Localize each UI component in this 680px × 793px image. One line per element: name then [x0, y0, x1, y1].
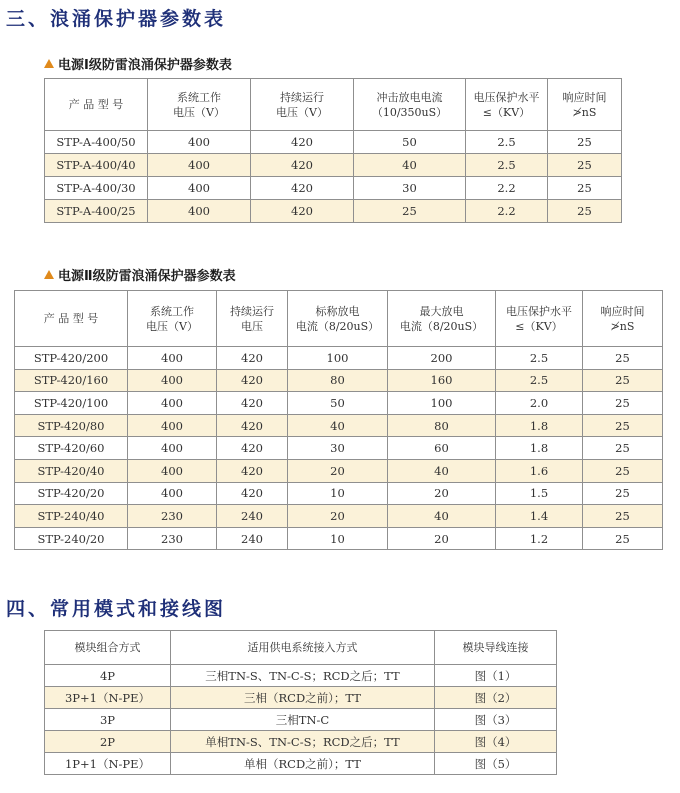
table-cell: 25	[583, 392, 663, 415]
table-1-caption	[44, 54, 232, 73]
table-row	[45, 665, 557, 687]
table-cell: 30	[288, 437, 388, 460]
column-header	[388, 291, 496, 347]
table-cell: 20	[288, 459, 388, 482]
table-cell: 1.2	[496, 527, 583, 550]
table-cell: 1.6	[496, 459, 583, 482]
table-cell: 25	[583, 459, 663, 482]
table-cell: STP-420/40	[15, 459, 128, 482]
table-row	[45, 131, 622, 154]
table-cell: 25	[583, 347, 663, 370]
table-row	[15, 347, 663, 370]
header-line: 电压保护水平	[473, 90, 540, 104]
table-cell: STP-A-400/25	[45, 200, 148, 223]
header-line: 电压（V）	[146, 319, 198, 333]
table-cell: 图（2）	[435, 687, 557, 709]
table-cell: 三相TN-C	[171, 709, 435, 731]
column-header	[288, 291, 388, 347]
header-line: 电压（V）	[173, 105, 225, 119]
column-header	[171, 631, 435, 665]
table-cell: 2.2	[466, 177, 548, 200]
table-cell: 1.8	[496, 437, 583, 460]
table-row	[45, 200, 622, 223]
table-cell: 1.4	[496, 505, 583, 528]
table-cell: 40	[388, 459, 496, 482]
column-header	[217, 291, 288, 347]
column-header	[466, 79, 548, 131]
table-2-caption	[44, 265, 236, 284]
table-cell: 400	[128, 459, 217, 482]
column-header	[148, 79, 251, 131]
table-cell: 单相（RCD之前）；TT	[171, 753, 435, 775]
table-cell: STP-420/80	[15, 414, 128, 437]
column-header	[251, 79, 354, 131]
table-cell: 200	[388, 347, 496, 370]
table-cell: 25	[548, 200, 622, 223]
table-cell: 420	[251, 131, 354, 154]
column-header	[496, 291, 583, 347]
header-line: 模块导线连接	[462, 641, 529, 654]
table-cell: 420	[251, 154, 354, 177]
table-cell: STP-240/40	[15, 505, 128, 528]
table-cell: STP-A-400/30	[45, 177, 148, 200]
header-line: 系统工作	[150, 304, 194, 318]
header-line: ≤（KV）	[482, 105, 531, 119]
column-header	[128, 291, 217, 347]
table-cell: 230	[128, 527, 217, 550]
table-row	[15, 392, 663, 415]
table-row	[45, 177, 622, 200]
table-cell: 400	[128, 414, 217, 437]
table-cell: 420	[217, 369, 288, 392]
table-cell: STP-240/20	[15, 527, 128, 550]
table-cell: STP-420/100	[15, 392, 128, 415]
table-cell: 三相TN-S、TN-C-S；RCD之后；TT	[171, 665, 435, 687]
header-line: 电压保护水平	[506, 304, 572, 318]
table-cell: 2.5	[496, 369, 583, 392]
table-cell: 10	[288, 482, 388, 505]
table-cell: STP-A-400/40	[45, 154, 148, 177]
table-cell: 30	[354, 177, 466, 200]
header-line: 系统工作	[177, 90, 221, 104]
table-cell: 1P+1（N-PE）	[45, 753, 171, 775]
table-cell: 400	[148, 154, 251, 177]
table-cell: 40	[288, 414, 388, 437]
table-cell: 60	[388, 437, 496, 460]
header-line: （10/350uS）	[371, 105, 448, 119]
table-cell: 4P	[45, 665, 171, 687]
table-cell: 420	[217, 414, 288, 437]
header-line: ≤（KV）	[515, 319, 563, 333]
section-3-title: 三、浪涌保护器参数表	[6, 8, 227, 30]
table-cell: 400	[128, 392, 217, 415]
table-row	[15, 527, 663, 550]
table-cell: 400	[148, 131, 251, 154]
table-cell: 420	[251, 177, 354, 200]
header-line: 冲击放电电流	[376, 90, 443, 104]
table-cell: 400	[128, 437, 217, 460]
table-row	[45, 687, 557, 709]
table-cell: 20	[388, 527, 496, 550]
table-cell: STP-420/200	[15, 347, 128, 370]
column-header	[45, 631, 171, 665]
table-cell: 400	[128, 482, 217, 505]
table-cell: 240	[217, 527, 288, 550]
column-header	[435, 631, 557, 665]
table-cell: 420	[217, 482, 288, 505]
table-cell: 160	[388, 369, 496, 392]
table-cell: 25	[583, 369, 663, 392]
table-cell: 2.2	[466, 200, 548, 223]
column-header	[583, 291, 663, 347]
header-line: 持续运行	[230, 304, 274, 318]
header-line: ≯nS	[572, 105, 597, 119]
header-line: 响应时间	[600, 304, 645, 318]
table-cell: 100	[388, 392, 496, 415]
table-cell: 240	[217, 505, 288, 528]
table-cell: 2.0	[496, 392, 583, 415]
header-line: 模块组合方式	[74, 641, 141, 654]
header-line: ≯nS	[610, 319, 635, 333]
wiring-mode-table	[44, 630, 557, 775]
table-cell: 25	[583, 527, 663, 550]
table-cell: 420	[217, 459, 288, 482]
triangle-icon	[44, 59, 54, 68]
table-cell: 420	[251, 200, 354, 223]
column-header	[354, 79, 466, 131]
table-cell: 80	[288, 369, 388, 392]
table-cell: 25	[583, 437, 663, 460]
table-cell: 80	[388, 414, 496, 437]
table-cell: 25	[583, 505, 663, 528]
column-header	[548, 79, 622, 131]
header-line: 电流（8/20uS）	[399, 319, 484, 333]
table-cell: 25	[583, 482, 663, 505]
table-cell: 25	[548, 177, 622, 200]
table-cell: 400	[148, 200, 251, 223]
table-cell: 3P+1（N-PE）	[45, 687, 171, 709]
table-cell: 20	[288, 505, 388, 528]
table-cell: 图（5）	[435, 753, 557, 775]
table-row	[15, 459, 663, 482]
table-row	[45, 753, 557, 775]
table-2-caption-text: 电源Ⅱ级防雷浪涌保护器参数表	[58, 269, 236, 284]
header-line: 电压	[241, 319, 263, 333]
table-cell: 三相（RCD之前）；TT	[171, 687, 435, 709]
header-line: 适用供电系统接入方式	[247, 641, 358, 654]
header-line: 电压（V）	[276, 105, 328, 119]
table-cell: 420	[217, 347, 288, 370]
table-cell: 50	[288, 392, 388, 415]
column-header	[45, 79, 148, 131]
table-row	[15, 369, 663, 392]
table-cell: 2.5	[466, 131, 548, 154]
table-cell: 2P	[45, 731, 171, 753]
table-cell: 40	[354, 154, 466, 177]
table-cell: 1.8	[496, 414, 583, 437]
table-row	[45, 709, 557, 731]
table-cell: 25	[583, 414, 663, 437]
table-1-caption-text: 电源Ⅰ级防雷浪涌保护器参数表	[58, 58, 232, 73]
table-row	[45, 731, 557, 753]
surge-protector-table-1	[44, 78, 622, 223]
header-line: 最大放电	[419, 304, 464, 318]
table-cell: 2.5	[466, 154, 548, 177]
surge-protector-table-2	[14, 290, 663, 550]
table-cell: STP-420/20	[15, 482, 128, 505]
table-cell: 图（3）	[435, 709, 557, 731]
table-row	[15, 437, 663, 460]
table-cell: STP-420/60	[15, 437, 128, 460]
table-cell: 50	[354, 131, 466, 154]
table-row	[15, 482, 663, 505]
table-cell: 图（1）	[435, 665, 557, 687]
table-cell: 10	[288, 527, 388, 550]
header-line: 电流（8/20uS）	[295, 319, 380, 333]
table-cell: 单相TN-S、TN-C-S；RCD之后；TT	[171, 731, 435, 753]
section-4-title: 四、常用模式和接线图	[6, 598, 227, 620]
table-cell: 400	[128, 369, 217, 392]
table-row	[15, 505, 663, 528]
table-cell: 230	[128, 505, 217, 528]
table-cell: 25	[354, 200, 466, 223]
table-cell: 1.5	[496, 482, 583, 505]
table-cell: 400	[128, 347, 217, 370]
table-cell: 25	[548, 154, 622, 177]
table-row	[15, 414, 663, 437]
table-cell: 400	[148, 177, 251, 200]
table-cell: 20	[388, 482, 496, 505]
table-cell: STP-420/160	[15, 369, 128, 392]
header-line: 持续运行	[280, 90, 324, 104]
table-cell: 420	[217, 392, 288, 415]
triangle-icon	[44, 270, 54, 279]
header-line: 标称放电	[315, 304, 360, 318]
table-cell: 图（4）	[435, 731, 557, 753]
table-cell: STP-A-400/50	[45, 131, 148, 154]
column-header	[15, 291, 128, 347]
header-line: 响应时间	[562, 90, 607, 104]
table-cell: 100	[288, 347, 388, 370]
table-cell: 420	[217, 437, 288, 460]
table-cell: 25	[548, 131, 622, 154]
table-row	[45, 154, 622, 177]
header-line: 产 品 型 号	[43, 312, 99, 325]
table-cell: 40	[388, 505, 496, 528]
table-cell: 3P	[45, 709, 171, 731]
header-line: 产 品 型 号	[68, 98, 124, 111]
table-cell: 2.5	[496, 347, 583, 370]
